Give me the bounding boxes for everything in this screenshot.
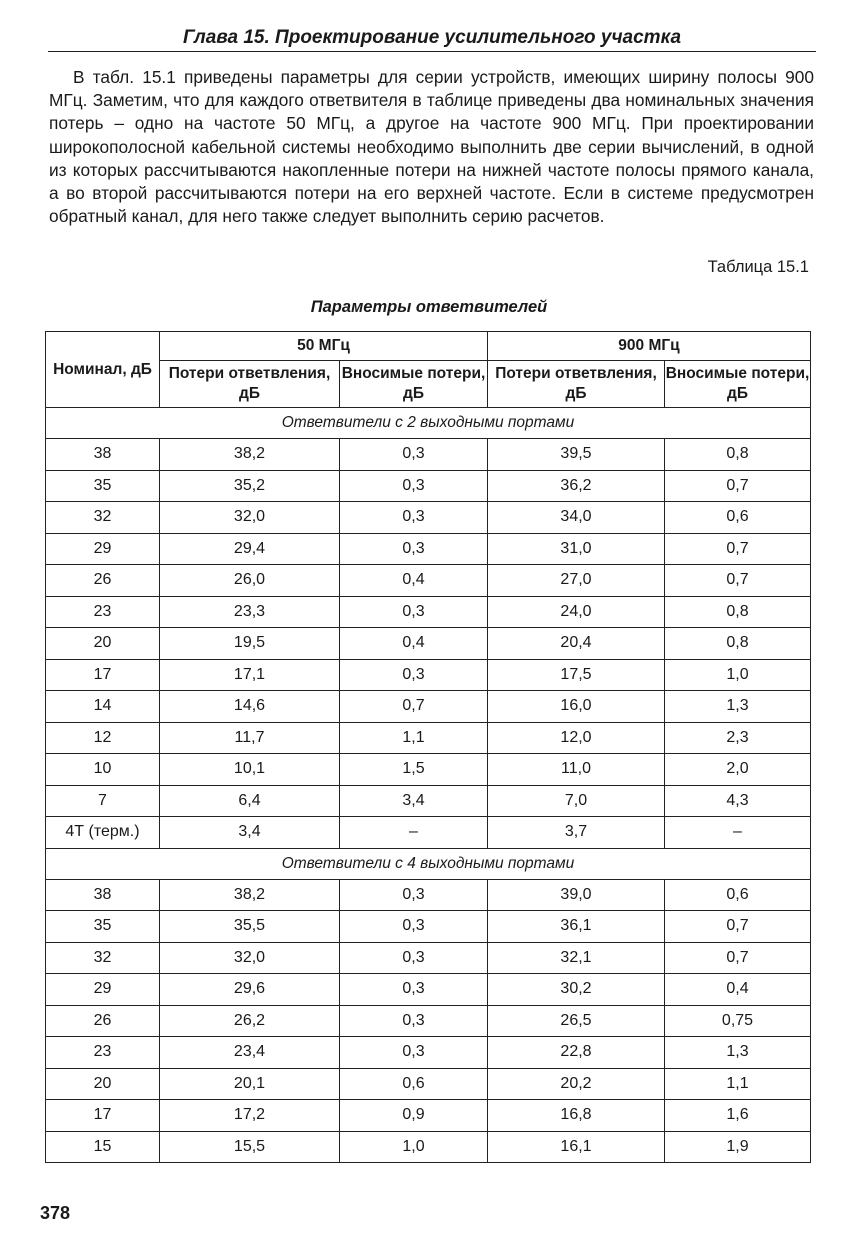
cell-tap-loss-900: 26,5 — [488, 1005, 665, 1037]
cell-tap-loss-50: 11,7 — [160, 722, 340, 754]
cell-insertion-loss-900: 0,7 — [665, 911, 811, 943]
group-header-50mhz: 50 МГц — [160, 332, 488, 361]
column-header-nominal: Номинал, дБ — [46, 332, 160, 408]
table-row — [46, 659, 811, 691]
cell-tap-loss-900: 7,0 — [488, 785, 665, 817]
cell-insertion-loss-900: 2,3 — [665, 722, 811, 754]
table-row — [46, 565, 811, 597]
cell-tap-loss-900: 20,2 — [488, 1068, 665, 1100]
cell-insertion-loss-900: 1,3 — [665, 691, 811, 723]
cell-nominal: 32 — [46, 942, 160, 974]
table-row — [46, 1068, 811, 1100]
cell-insertion-loss-50: 0,3 — [340, 1005, 488, 1037]
cell-tap-loss-50: 10,1 — [160, 754, 340, 786]
cell-nominal: 17 — [46, 1100, 160, 1132]
cell-tap-loss-50: 17,2 — [160, 1100, 340, 1132]
cell-insertion-loss-50: 0,3 — [340, 911, 488, 943]
cell-insertion-loss-50: 0,3 — [340, 596, 488, 628]
section-row — [46, 408, 811, 439]
cell-insertion-loss-50: 0,4 — [340, 628, 488, 660]
table-row — [46, 911, 811, 943]
cell-insertion-loss-50: 0,9 — [340, 1100, 488, 1132]
cell-insertion-loss-50: 3,4 — [340, 785, 488, 817]
table-row — [46, 1037, 811, 1069]
cell-insertion-loss-50: – — [340, 817, 488, 849]
cell-tap-loss-50: 19,5 — [160, 628, 340, 660]
cell-tap-loss-900: 31,0 — [488, 533, 665, 565]
cell-insertion-loss-900: 0,75 — [665, 1005, 811, 1037]
cell-tap-loss-900: 27,0 — [488, 565, 665, 597]
column-header-tap-loss-50: Потери ответвления, дБ — [160, 361, 340, 408]
cell-tap-loss-900: 24,0 — [488, 596, 665, 628]
cell-insertion-loss-50: 0,3 — [340, 942, 488, 974]
cell-tap-loss-50: 38,2 — [160, 879, 340, 911]
cell-insertion-loss-900: 0,8 — [665, 596, 811, 628]
section-title: Ответвители с 4 выходными портами — [46, 848, 811, 879]
cell-tap-loss-50: 35,5 — [160, 911, 340, 943]
coupler-parameters-table — [45, 331, 811, 1163]
cell-nominal: 35 — [46, 470, 160, 502]
table-row — [46, 691, 811, 723]
cell-insertion-loss-900: 0,8 — [665, 439, 811, 471]
cell-tap-loss-900: 36,2 — [488, 470, 665, 502]
cell-nominal: 29 — [46, 533, 160, 565]
cell-nominal: 10 — [46, 754, 160, 786]
chapter-header: Глава 15. Проектирование усилительного участка — [48, 26, 816, 52]
cell-nominal: 23 — [46, 596, 160, 628]
cell-insertion-loss-900: 0,7 — [665, 565, 811, 597]
cell-insertion-loss-900: 0,6 — [665, 502, 811, 534]
cell-nominal: 26 — [46, 565, 160, 597]
cell-tap-loss-50: 17,1 — [160, 659, 340, 691]
cell-insertion-loss-50: 0,7 — [340, 691, 488, 723]
cell-nominal: 20 — [46, 628, 160, 660]
table-row — [46, 879, 811, 911]
cell-tap-loss-900: 36,1 — [488, 911, 665, 943]
cell-tap-loss-50: 14,6 — [160, 691, 340, 723]
cell-insertion-loss-50: 0,3 — [340, 974, 488, 1006]
cell-insertion-loss-50: 1,5 — [340, 754, 488, 786]
table-row — [46, 785, 811, 817]
cell-insertion-loss-900: 1,0 — [665, 659, 811, 691]
cell-tap-loss-900: 39,5 — [488, 439, 665, 471]
cell-insertion-loss-900: 1,1 — [665, 1068, 811, 1100]
cell-tap-loss-900: 20,4 — [488, 628, 665, 660]
cell-insertion-loss-900: 0,6 — [665, 879, 811, 911]
cell-insertion-loss-900: 1,9 — [665, 1131, 811, 1163]
cell-tap-loss-900: 22,8 — [488, 1037, 665, 1069]
table-row — [46, 470, 811, 502]
section-row — [46, 848, 811, 879]
cell-tap-loss-900: 16,1 — [488, 1131, 665, 1163]
cell-insertion-loss-50: 0,4 — [340, 565, 488, 597]
cell-tap-loss-50: 29,4 — [160, 533, 340, 565]
cell-insertion-loss-900: 0,4 — [665, 974, 811, 1006]
cell-tap-loss-50: 32,0 — [160, 942, 340, 974]
table-row — [46, 439, 811, 471]
cell-tap-loss-50: 32,0 — [160, 502, 340, 534]
cell-nominal: 38 — [46, 439, 160, 471]
cell-tap-loss-50: 15,5 — [160, 1131, 340, 1163]
table-row — [46, 722, 811, 754]
cell-insertion-loss-50: 1,0 — [340, 1131, 488, 1163]
cell-nominal: 35 — [46, 911, 160, 943]
cell-tap-loss-900: 39,0 — [488, 879, 665, 911]
table-row — [46, 1005, 811, 1037]
cell-tap-loss-900: 3,7 — [488, 817, 665, 849]
cell-nominal: 32 — [46, 502, 160, 534]
cell-insertion-loss-900: – — [665, 817, 811, 849]
table-row — [46, 1100, 811, 1132]
cell-insertion-loss-900: 0,7 — [665, 942, 811, 974]
cell-tap-loss-900: 16,8 — [488, 1100, 665, 1132]
table-row — [46, 628, 811, 660]
cell-tap-loss-900: 32,1 — [488, 942, 665, 974]
cell-tap-loss-50: 29,6 — [160, 974, 340, 1006]
column-header-tap-loss-900: Потери ответвления, дБ — [488, 361, 665, 408]
cell-insertion-loss-50: 0,3 — [340, 533, 488, 565]
cell-tap-loss-50: 6,4 — [160, 785, 340, 817]
cell-insertion-loss-900: 1,6 — [665, 1100, 811, 1132]
table-row — [46, 974, 811, 1006]
table-row — [46, 533, 811, 565]
cell-tap-loss-50: 23,3 — [160, 596, 340, 628]
cell-tap-loss-50: 26,0 — [160, 565, 340, 597]
table-row — [46, 817, 811, 849]
cell-nominal: 15 — [46, 1131, 160, 1163]
column-header-insertion-loss-900: Вносимые потери, дБ — [665, 361, 811, 408]
page-number: 378 — [40, 1203, 71, 1223]
cell-tap-loss-50: 26,2 — [160, 1005, 340, 1037]
cell-nominal: 12 — [46, 722, 160, 754]
table-row — [46, 502, 811, 534]
cell-insertion-loss-50: 0,3 — [340, 1037, 488, 1069]
cell-insertion-loss-50: 0,3 — [340, 470, 488, 502]
table-row — [46, 942, 811, 974]
table-row — [46, 754, 811, 786]
column-header-insertion-loss-50: Вносимые потери, дБ — [340, 361, 488, 408]
table-body — [46, 408, 811, 1163]
cell-nominal: 14 — [46, 691, 160, 723]
cell-tap-loss-50: 35,2 — [160, 470, 340, 502]
cell-tap-loss-50: 20,1 — [160, 1068, 340, 1100]
table-row — [46, 596, 811, 628]
cell-insertion-loss-50: 0,3 — [340, 659, 488, 691]
cell-tap-loss-50: 23,4 — [160, 1037, 340, 1069]
cell-insertion-loss-900: 2,0 — [665, 754, 811, 786]
cell-nominal: 20 — [46, 1068, 160, 1100]
cell-insertion-loss-50: 0,3 — [340, 502, 488, 534]
table-number-label: Таблица 15.1 — [707, 258, 809, 276]
cell-insertion-loss-900: 0,7 — [665, 470, 811, 502]
cell-nominal: 29 — [46, 974, 160, 1006]
cell-tap-loss-50: 3,4 — [160, 817, 340, 849]
cell-insertion-loss-50: 1,1 — [340, 722, 488, 754]
cell-insertion-loss-50: 0,3 — [340, 879, 488, 911]
cell-nominal: 7 — [46, 785, 160, 817]
cell-tap-loss-900: 34,0 — [488, 502, 665, 534]
cell-nominal: 17 — [46, 659, 160, 691]
intro-paragraph: В табл. 15.1 приведены параметры для серии устройств, имеющих ширину полосы 900 МГц. Заметим, что для каждого ответвителя в таблице приведены два номинальных значения потерь – одно на частоте 50 МГц, а другое на частоте 900 МГц. При проектировании широкополосной кабельной системы необходимо выполнить две серии вычислений, в одной из которых рассчитываются накопленные потери на нижней частоте полосы прямого канала, а во второй рассчитываются потери на его верхней частоте. Если в системе предусмотрен обратный канал, для него также следует выполнить серию расчетов. — [49, 67, 814, 227]
cell-insertion-loss-900: 0,8 — [665, 628, 811, 660]
cell-tap-loss-50: 38,2 — [160, 439, 340, 471]
cell-tap-loss-900: 30,2 — [488, 974, 665, 1006]
cell-insertion-loss-50: 0,6 — [340, 1068, 488, 1100]
cell-insertion-loss-900: 4,3 — [665, 785, 811, 817]
cell-tap-loss-900: 11,0 — [488, 754, 665, 786]
cell-tap-loss-900: 12,0 — [488, 722, 665, 754]
table-title: Параметры ответвителей — [310, 298, 548, 316]
cell-tap-loss-900: 17,5 — [488, 659, 665, 691]
group-header-900mhz: 900 МГц — [488, 332, 811, 361]
cell-insertion-loss-900: 1,3 — [665, 1037, 811, 1069]
cell-nominal: 26 — [46, 1005, 160, 1037]
cell-tap-loss-900: 16,0 — [488, 691, 665, 723]
cell-nominal: 4Т (терм.) — [46, 817, 160, 849]
table-row — [46, 1131, 811, 1163]
cell-nominal: 23 — [46, 1037, 160, 1069]
cell-insertion-loss-900: 0,7 — [665, 533, 811, 565]
cell-nominal: 38 — [46, 879, 160, 911]
cell-insertion-loss-50: 0,3 — [340, 439, 488, 471]
section-title: Ответвители с 2 выходными портами — [46, 408, 811, 439]
